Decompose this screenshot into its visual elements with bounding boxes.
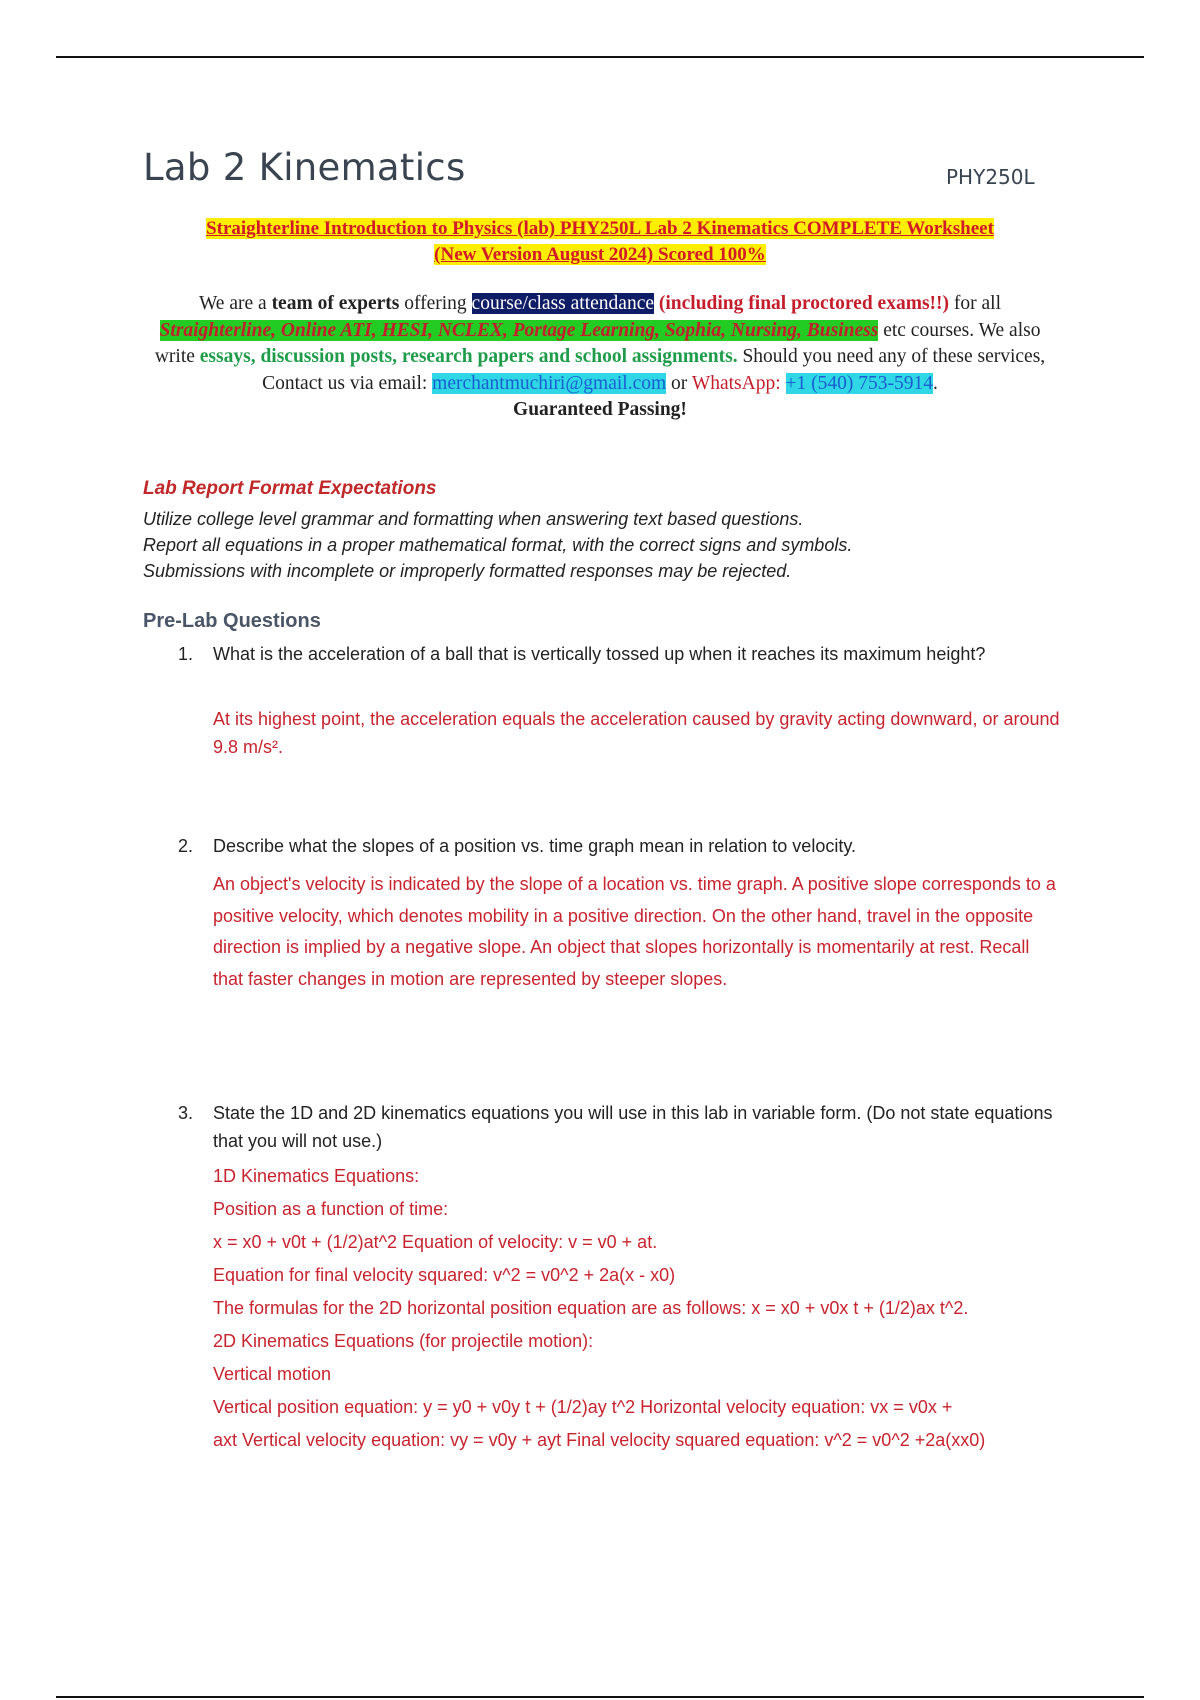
bottom-rule [56, 1696, 1144, 1698]
top-rule [56, 56, 1144, 58]
question-text: What is the acceleration of a ball that is vertically tossed up when it reaches its maximum height? [213, 644, 986, 664]
answer-line: 2D Kinematics Equations (for projectile motion): [213, 1331, 594, 1351]
format-line: Utilize college level grammar and formatting when answering text based questions. [143, 509, 804, 529]
promo-text: We are a [198, 293, 272, 314]
promo-text: etc courses. We also write [154, 319, 1041, 367]
guarantee-text: Guaranteed Passing! [513, 399, 687, 420]
question-number: 3. [178, 1103, 194, 1123]
promo-text: for all [949, 293, 1002, 314]
question-text: State the 1D and 2D kinematics equations you will use in this lab in variable form. (Do not state equations that you will not use.) [213, 1103, 1053, 1151]
format-section-title: Lab Report Format Expectations [143, 478, 437, 499]
whatsapp-label: WhatsApp: [691, 372, 786, 394]
answer-line: Position as a function of time: [213, 1199, 449, 1219]
question-number: 2. [178, 836, 194, 856]
answer-line: Equation for final velocity squared: v^2 = v0^2 + 2a(x - x0) [213, 1265, 676, 1285]
promo-headline [140, 216, 1060, 268]
promo-attendance-highlight: course/class attendance [471, 293, 654, 314]
question-1 [178, 640, 1058, 668]
question-text: Describe what the slopes of a position vs. time graph mean in relation to velocity. [213, 836, 856, 856]
promo-text: team of experts [271, 293, 400, 314]
answer-2: An object's velocity is indicated by the slope of a location vs. time graph. A positive slope corresponds to a positive velocity, which denotes mobility in a positive direction. On the other hand, travel in the opposite direction is implied by a negative slope. An object that slopes horizontally is momentarily at rest. Recall that faster changes in motion are represented by steeper slopes. [213, 874, 1056, 989]
answer-line: Vertical position equation: y = y0 + v0y t + (1/2)ay t^2 Horizontal velocity equation: vx = v0x + [213, 1397, 953, 1417]
promo-text: . [933, 372, 938, 394]
course-code: PHY250L [946, 165, 1035, 189]
answer-1: At its highest point, the acceleration equals the acceleration caused by gravity acting downward, or around 9.8 m/s². [213, 709, 1060, 757]
format-line: Submissions with incomplete or improperly formatted responses may be rejected. [143, 561, 792, 581]
promo-headline-line2: (New Version August 2024) Scored 100% [434, 244, 766, 265]
page-title: Lab 2 Kinematics [143, 146, 466, 189]
promo-text: Should you need any of these services, Contact us via email: [262, 346, 1046, 394]
answer-3 [213, 1160, 1063, 1457]
answer-line: The formulas for the 2D horizontal position equation are as follows: x = x0 + v0x t + (1/2)ax t^2. [213, 1298, 969, 1318]
promo-text: or [666, 372, 692, 394]
format-expectations [143, 506, 1063, 584]
email-link[interactable]: merchantmuchiri@gmail.com [432, 372, 667, 394]
promo-course-list: Straighterline, Online ATI, HESI, NCLEX, Portage Learning, Sophia, Nursing, Business [159, 319, 879, 341]
prelab-section-title: Pre-Lab Questions [143, 610, 321, 632]
promo-blurb [140, 291, 1060, 424]
question-number: 1. [178, 644, 194, 664]
promo-exams-text: (including final proctored exams!!) [658, 293, 950, 314]
promo-headline-line1: Straighterline Introduction to Physics (lab) PHY250L Lab 2 Kinematics COMPLETE Worksheet [206, 218, 994, 239]
answer-line: x = x0 + v0t + (1/2)at^2 Equation of velocity: v = v0 + at. [213, 1232, 658, 1252]
format-line: Report all equations in a proper mathematical format, with the correct signs and symbols. [143, 535, 853, 555]
answer-line: axt Vertical velocity equation: vy = v0y + ayt Final velocity squared equation: v^2 = v0^2 +2a(xx0) [213, 1430, 986, 1450]
answer-line: Vertical motion [213, 1364, 332, 1384]
question-3 [178, 1099, 1058, 1155]
answer-line: 1D Kinematics Equations: [213, 1166, 420, 1186]
promo-services: essays, discussion posts, research papers and school assignments. [199, 346, 738, 367]
phone-link[interactable]: +1 (540) 753-5914 [785, 372, 934, 394]
promo-text: offering [399, 293, 472, 314]
question-2 [178, 832, 1058, 860]
